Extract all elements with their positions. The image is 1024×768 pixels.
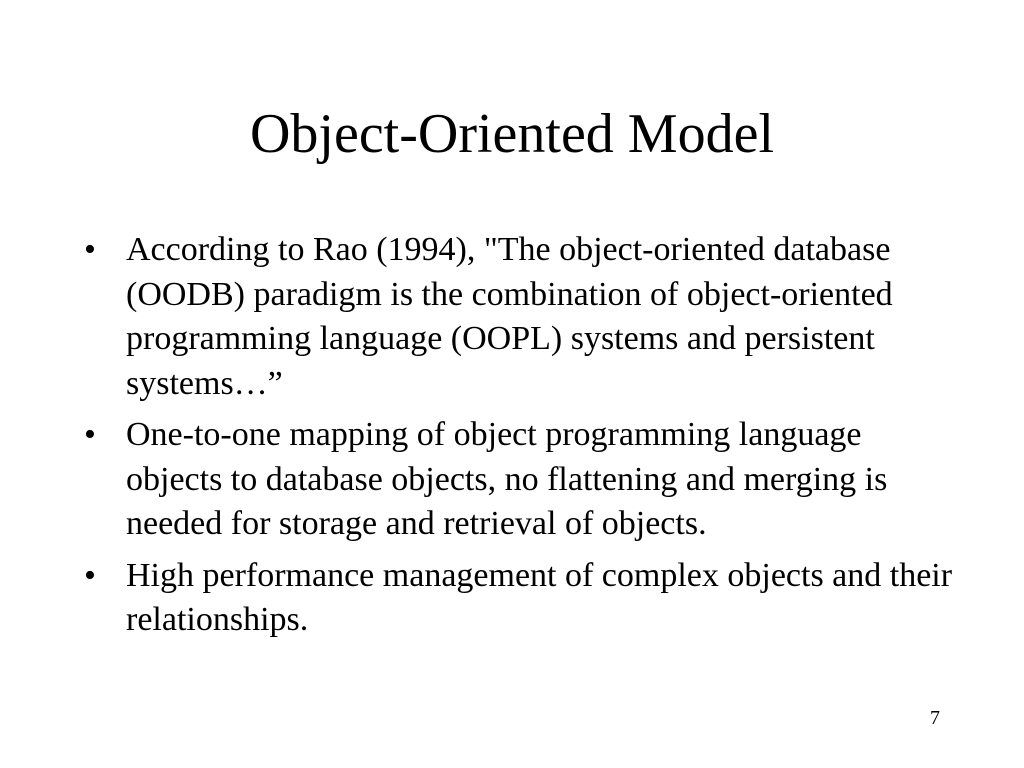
- slide-title: Object-Oriented Model: [249, 103, 775, 165]
- bullet-text: According to Rao (1994), "The object-oriented database (OODB) paradigm is the combination of object-oriented programming language (OOPL) systems and persistent systems…”: [126, 231, 893, 402]
- bullet-item-performance: [84, 554, 954, 643]
- slide-number: 7: [930, 707, 940, 729]
- bullet-icon: •: [84, 416, 96, 453]
- bullet-list: [84, 228, 954, 650]
- bullet-item-mapping: [84, 413, 954, 547]
- bullet-icon: •: [84, 231, 96, 268]
- bullet-text: One-to-one mapping of object programming language objects to database objects, no flattening and merging is needed for storage and retrieval of objects.: [126, 416, 888, 542]
- bullet-item-rao-quote: [84, 228, 954, 406]
- bullet-icon: •: [84, 556, 96, 594]
- bullet-text: High performance management of complex objects and their relationships.: [126, 556, 953, 638]
